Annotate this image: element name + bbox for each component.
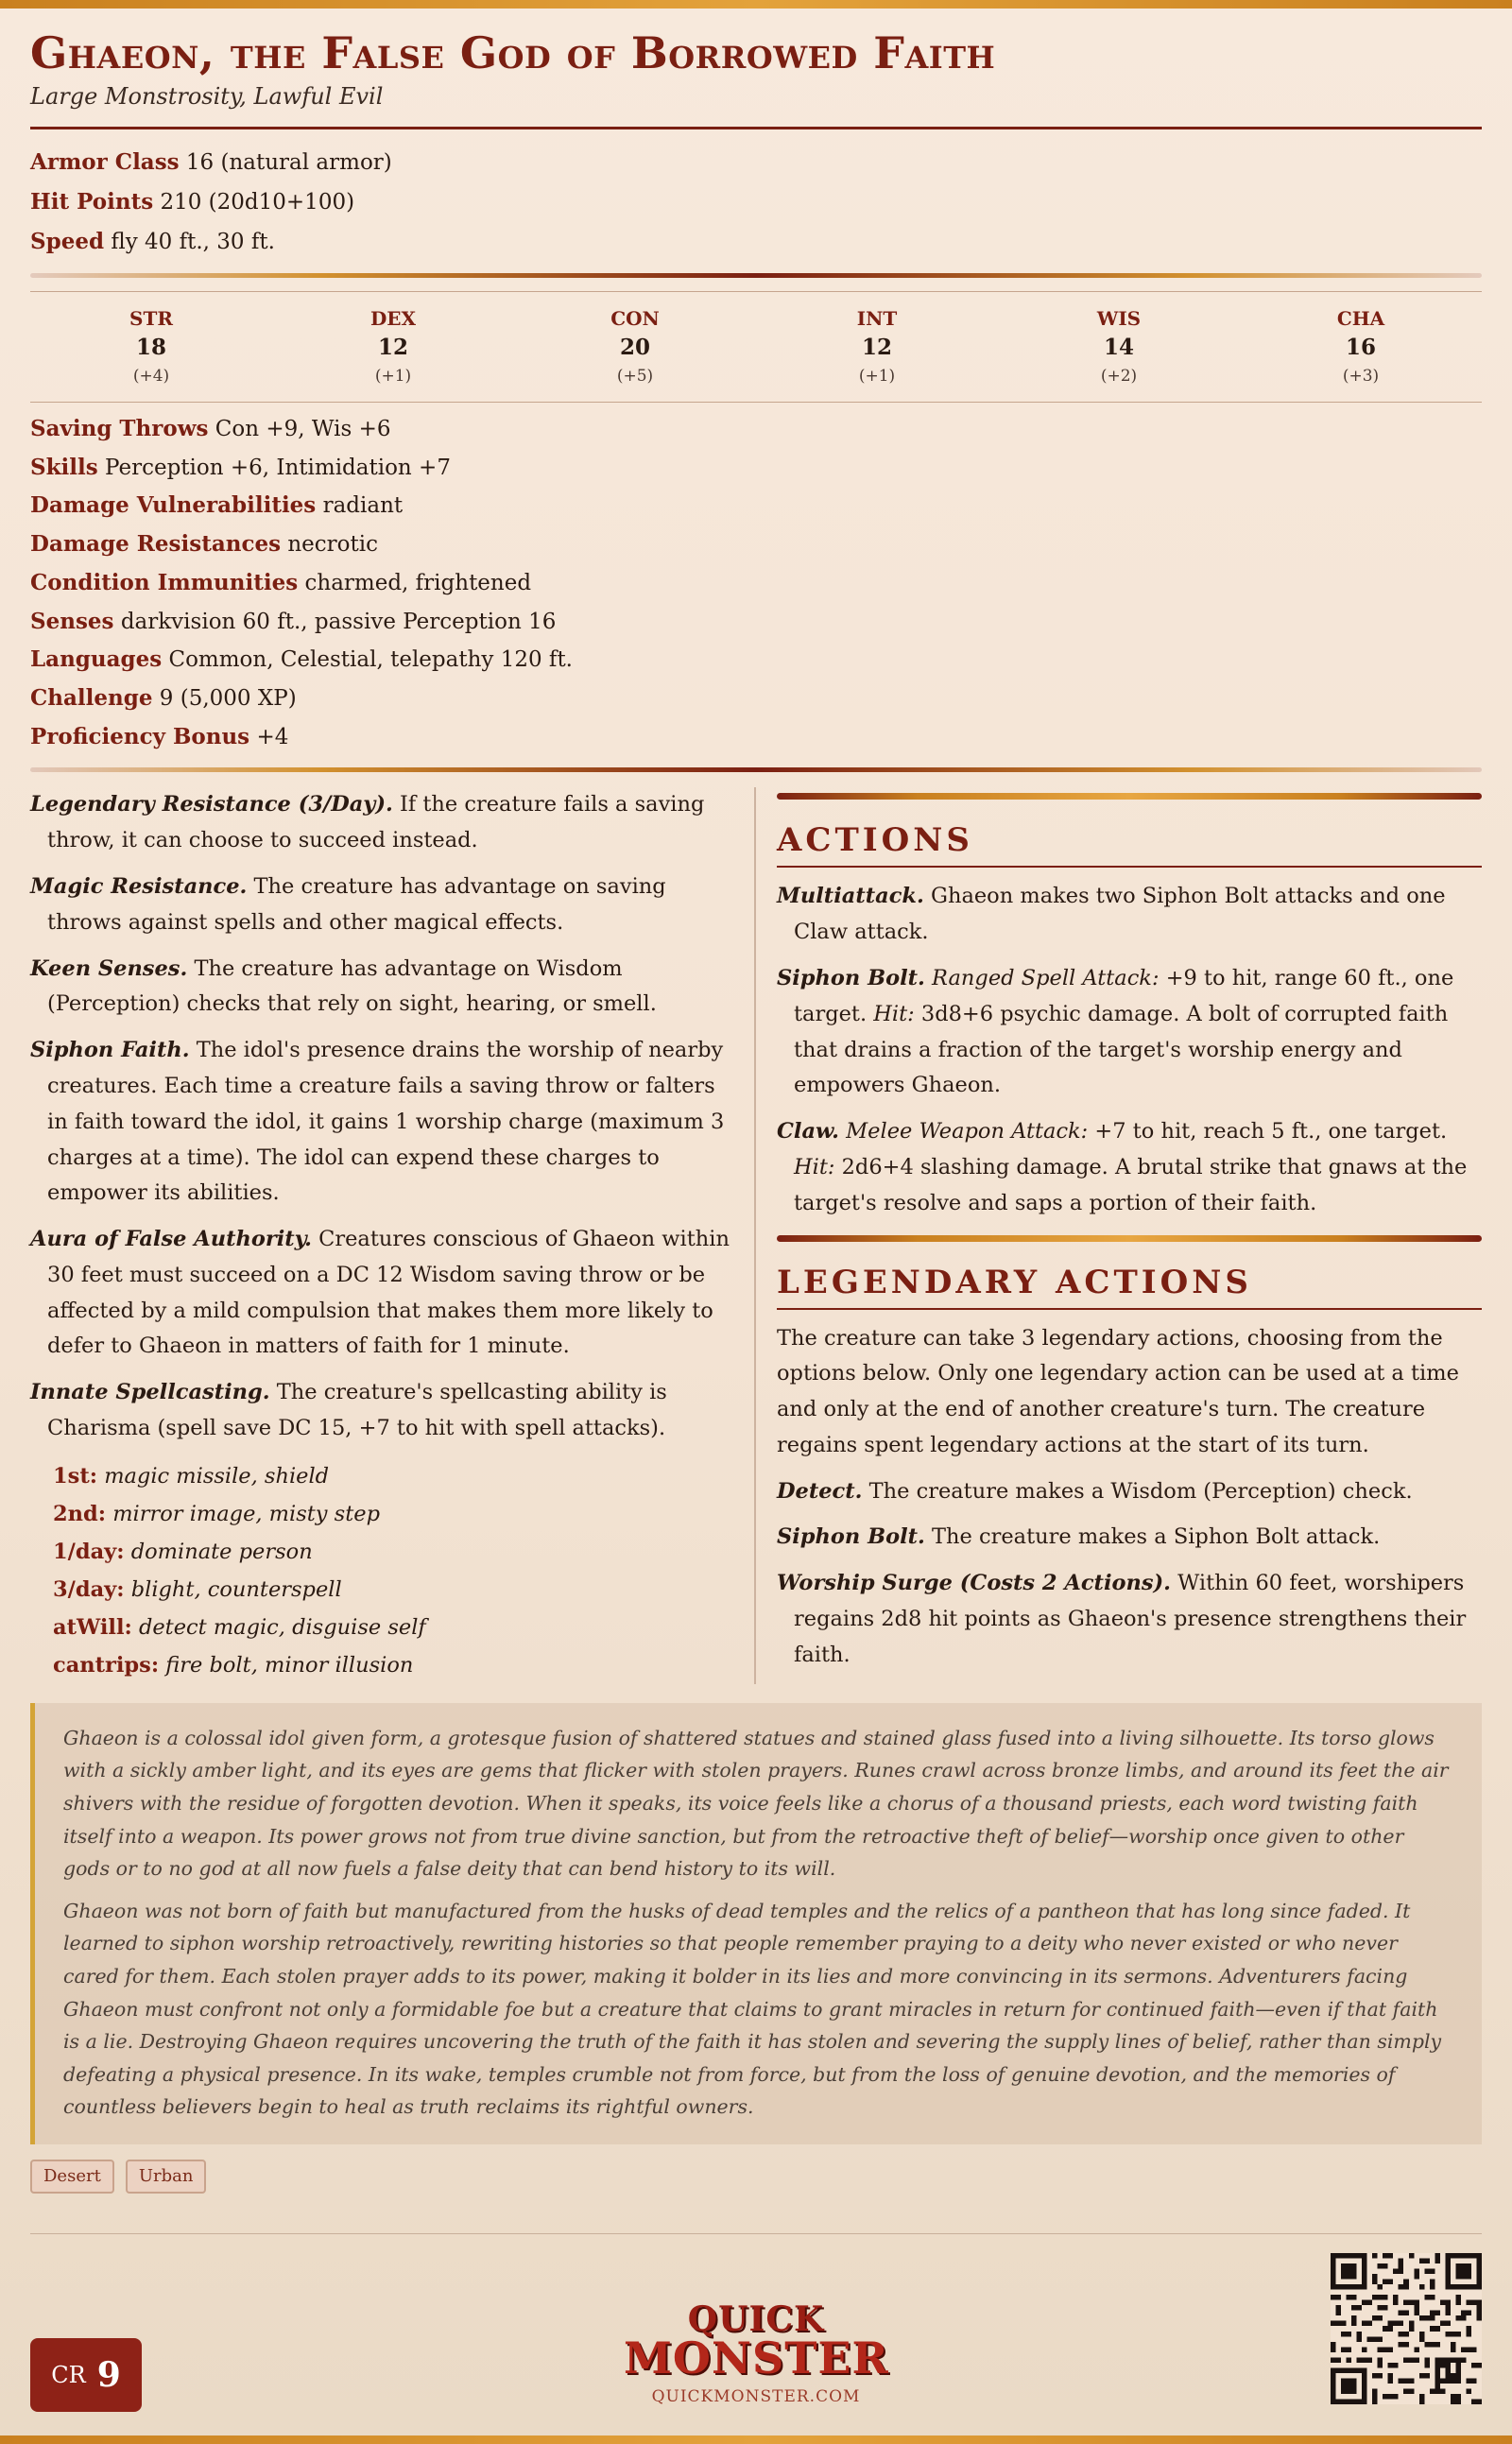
damage-vulnerabilities: Damage Vulnerabilities radiant	[30, 492, 404, 519]
action-siphon-bolt: Siphon Bolt. Ranged Spell Attack: +9 to hit, range 60 ft., one target. Hit: 3d8+6 psychic damage. A bolt of corrupted faith that drains a fraction of the target's worship energy and empowers Ghaeon.	[777, 965, 1454, 1098]
lore-paragraph: Ghaeon was not born of faith but manufactured from the husks of dead temples and the relics of a pantheon that has long since faded. It learned to siphon worship retroactively, rewriting histories so that people remember praying to a deity who never existed or who never cared for them. Each stolen prayer adds to its power, making it bolder in its lies and more convincing in its sermons. Adventurers facing Ghaeon must confront not only a formidable foe but a creature that claims to grant miracles in return for continued faith—even if that faith is a lie. Destroying Ghaeon requires uncovering the truth of the faith it has stolen and severing the supply lines of belief, rather than simply defeating a physical presence. In its wake, temples crumble not from force, but from the loss of genuine devotion, and the memories of countless believers begin to heal as truth reclaims its rightful owners.	[63, 1899, 1442, 2119]
ability-wis: WIS 14 (+2)	[1096, 307, 1142, 386]
trait-magic-resistance: Magic Resistance. The creature has advantage on saving throws against spells and other magical effects.	[30, 873, 666, 935]
legendary-siphon-bolt: Siphon Bolt. The creature makes a Siphon Bolt attack.	[777, 1524, 1381, 1550]
ability-int: INT 12 (+1)	[856, 307, 898, 386]
trait-legendary-resistance: Legendary Resistance (3/Day). If the creature fails a saving throw, it can choose to succeed instead.	[30, 792, 705, 853]
quick-monster-logo[interactable]: QUICK MONSTER QUICKMONSTER.COM	[624, 2299, 889, 2406]
action-multiattack: Multiattack. Ghaeon makes two Siphon Bolt attacks and one Claw attack.	[777, 884, 1446, 945]
speed: Speed fly 40 ft., 30 ft.	[30, 229, 275, 254]
traits-column	[30, 787, 756, 1684]
spell-row: 1/day: dominate person	[53, 1539, 313, 1564]
cr-badge: CR 9	[30, 2338, 142, 2412]
spell-row: 3/day: blight, counterspell	[53, 1576, 342, 1602]
legendary-worship-surge: Worship Surge (Costs 2 Actions). Within 60 feet, worshipers regains 2d8 hit points as Ghaeon's presence strengthens their faith.	[777, 1571, 1467, 1667]
properties-list	[30, 410, 1482, 756]
title-divider	[30, 127, 1482, 129]
spell-row: 1st: magic missile, shield	[53, 1463, 330, 1489]
ability-cha: CHA 16 (+3)	[1336, 307, 1385, 386]
section-divider	[777, 1235, 1482, 1242]
trait-aura-false-authority: Aura of False Authority. Creatures conscious of Ghaeon within 30 feet must succeed on a DC 12 Wisdom saving throw or be affected by a mild compulsion that makes them more likely to defer to Ghaeon in matters of faith for 1 minute.	[30, 1227, 730, 1359]
legendary-detect: Detect. The creature makes a Wisdom (Perception) check.	[777, 1478, 1413, 1504]
tag-desert[interactable]: Desert	[30, 2160, 114, 2194]
footer	[30, 2234, 1482, 2423]
creature-type: Large Monstrosity, Lawful Evil	[30, 83, 384, 110]
trait-keen-senses: Keen Senses. The creature has advantage on Wisdom (Perception) checks that rely on sight, hearing, or smell.	[30, 955, 657, 1017]
top-accent-bar	[0, 0, 1512, 9]
actions-heading: ACTIONS	[777, 817, 1482, 868]
spell-row: 2nd: mirror image, misty step	[53, 1501, 380, 1526]
section-divider	[777, 793, 1482, 800]
ability-scores	[30, 291, 1482, 403]
spell-row: atWill: detect magic, disguise self	[53, 1614, 426, 1640]
senses: Senses darkvision 60 ft., passive Perception 16	[30, 608, 557, 634]
action-claw: Claw. Melee Weapon Attack: +7 to hit, reach 5 ft., one target. Hit: 2d6+4 slashing damage. A brutal strike that gnaws at the target's resolve and saps a portion of their faith.	[777, 1119, 1468, 1215]
environment-tags	[30, 2160, 1482, 2194]
qr-code-icon[interactable]	[1331, 2253, 1482, 2404]
lore-paragraph: Ghaeon is a colossal idol given form, a grotesque fusion of shattered statues and stained glass fused into a living silhouette. Its torso glows with a sickly amber light, and its eyes are gems that flicker with stolen prayers. Runes crawl across bronze limbs, and around its feet the air shivers with the residue of forgotten devotion. When it speaks, its voice feels like a chorus of a thousand priests, each word twisting faith itself into a weapon. Its power grows not from true divine sanction, but from the retroactive theft of belief—worship once given to other gods or to no god at all now fuels a false deity that can bend history to its will.	[63, 1726, 1449, 1881]
actions-column	[756, 787, 1482, 1684]
armor-class: Armor Class 16 (natural armor)	[30, 149, 392, 175]
bottom-accent-bar	[0, 2435, 1512, 2444]
stat-block	[30, 25, 1482, 2423]
site-url[interactable]: QUICKMONSTER.COM	[651, 2387, 861, 2406]
damage-resistances: Damage Resistances necrotic	[30, 531, 378, 558]
ability-str: STR 18 (+4)	[129, 307, 173, 386]
core-stats	[30, 143, 1482, 262]
skills: Skills Perception +6, Intimidation +7	[30, 454, 451, 480]
lore-description	[30, 1703, 1482, 2144]
saving-throws: Saving Throws Con +9, Wis +6	[30, 416, 391, 441]
languages: Languages Common, Celestial, telepathy 120 ft.	[30, 646, 573, 673]
creature-name: Ghaeon, the False God of Borrowed Faith	[30, 27, 996, 78]
trait-innate-spellcasting: Innate Spellcasting. The creature's spellcasting ability is Charisma (spell save DC 15, +7 to hit with spell attacks).	[30, 1380, 667, 1441]
section-divider	[30, 273, 1482, 278]
trait-siphon-faith: Siphon Faith. The idol's presence drains the worship of nearby creatures. Each time a creature fails a saving throw or falters in faith toward the idol, it gains 1 worship charge (maximum 3 charges at a time). The idol can expend these charges to empower its abilities.	[30, 1038, 725, 1206]
tag-urban[interactable]: Urban	[126, 2160, 207, 2194]
legendary-actions-heading: LEGENDARY ACTIONS	[777, 1259, 1482, 1310]
legendary-intro: The creature can take 3 legendary actions, choosing from the options below. Only one legendary action can be used at a time and only at the end of another creature's turn. The creature regains spent legendary actions at the start of its turn.	[777, 1325, 1459, 1457]
ability-con: CON 20 (+5)	[610, 307, 660, 386]
two-column-body	[30, 787, 1482, 1684]
challenge: Challenge 9 (5,000 XP)	[30, 684, 297, 711]
ability-dex: DEX 12 (+1)	[369, 307, 417, 386]
proficiency-bonus: Proficiency Bonus +4	[30, 723, 289, 749]
section-divider	[30, 767, 1482, 772]
condition-immunities: Condition Immunities charmed, frightened	[30, 569, 532, 595]
hit-points: Hit Points 210 (20d10+100)	[30, 189, 355, 215]
spell-row: cantrips: fire bolt, minor illusion	[53, 1652, 414, 1678]
